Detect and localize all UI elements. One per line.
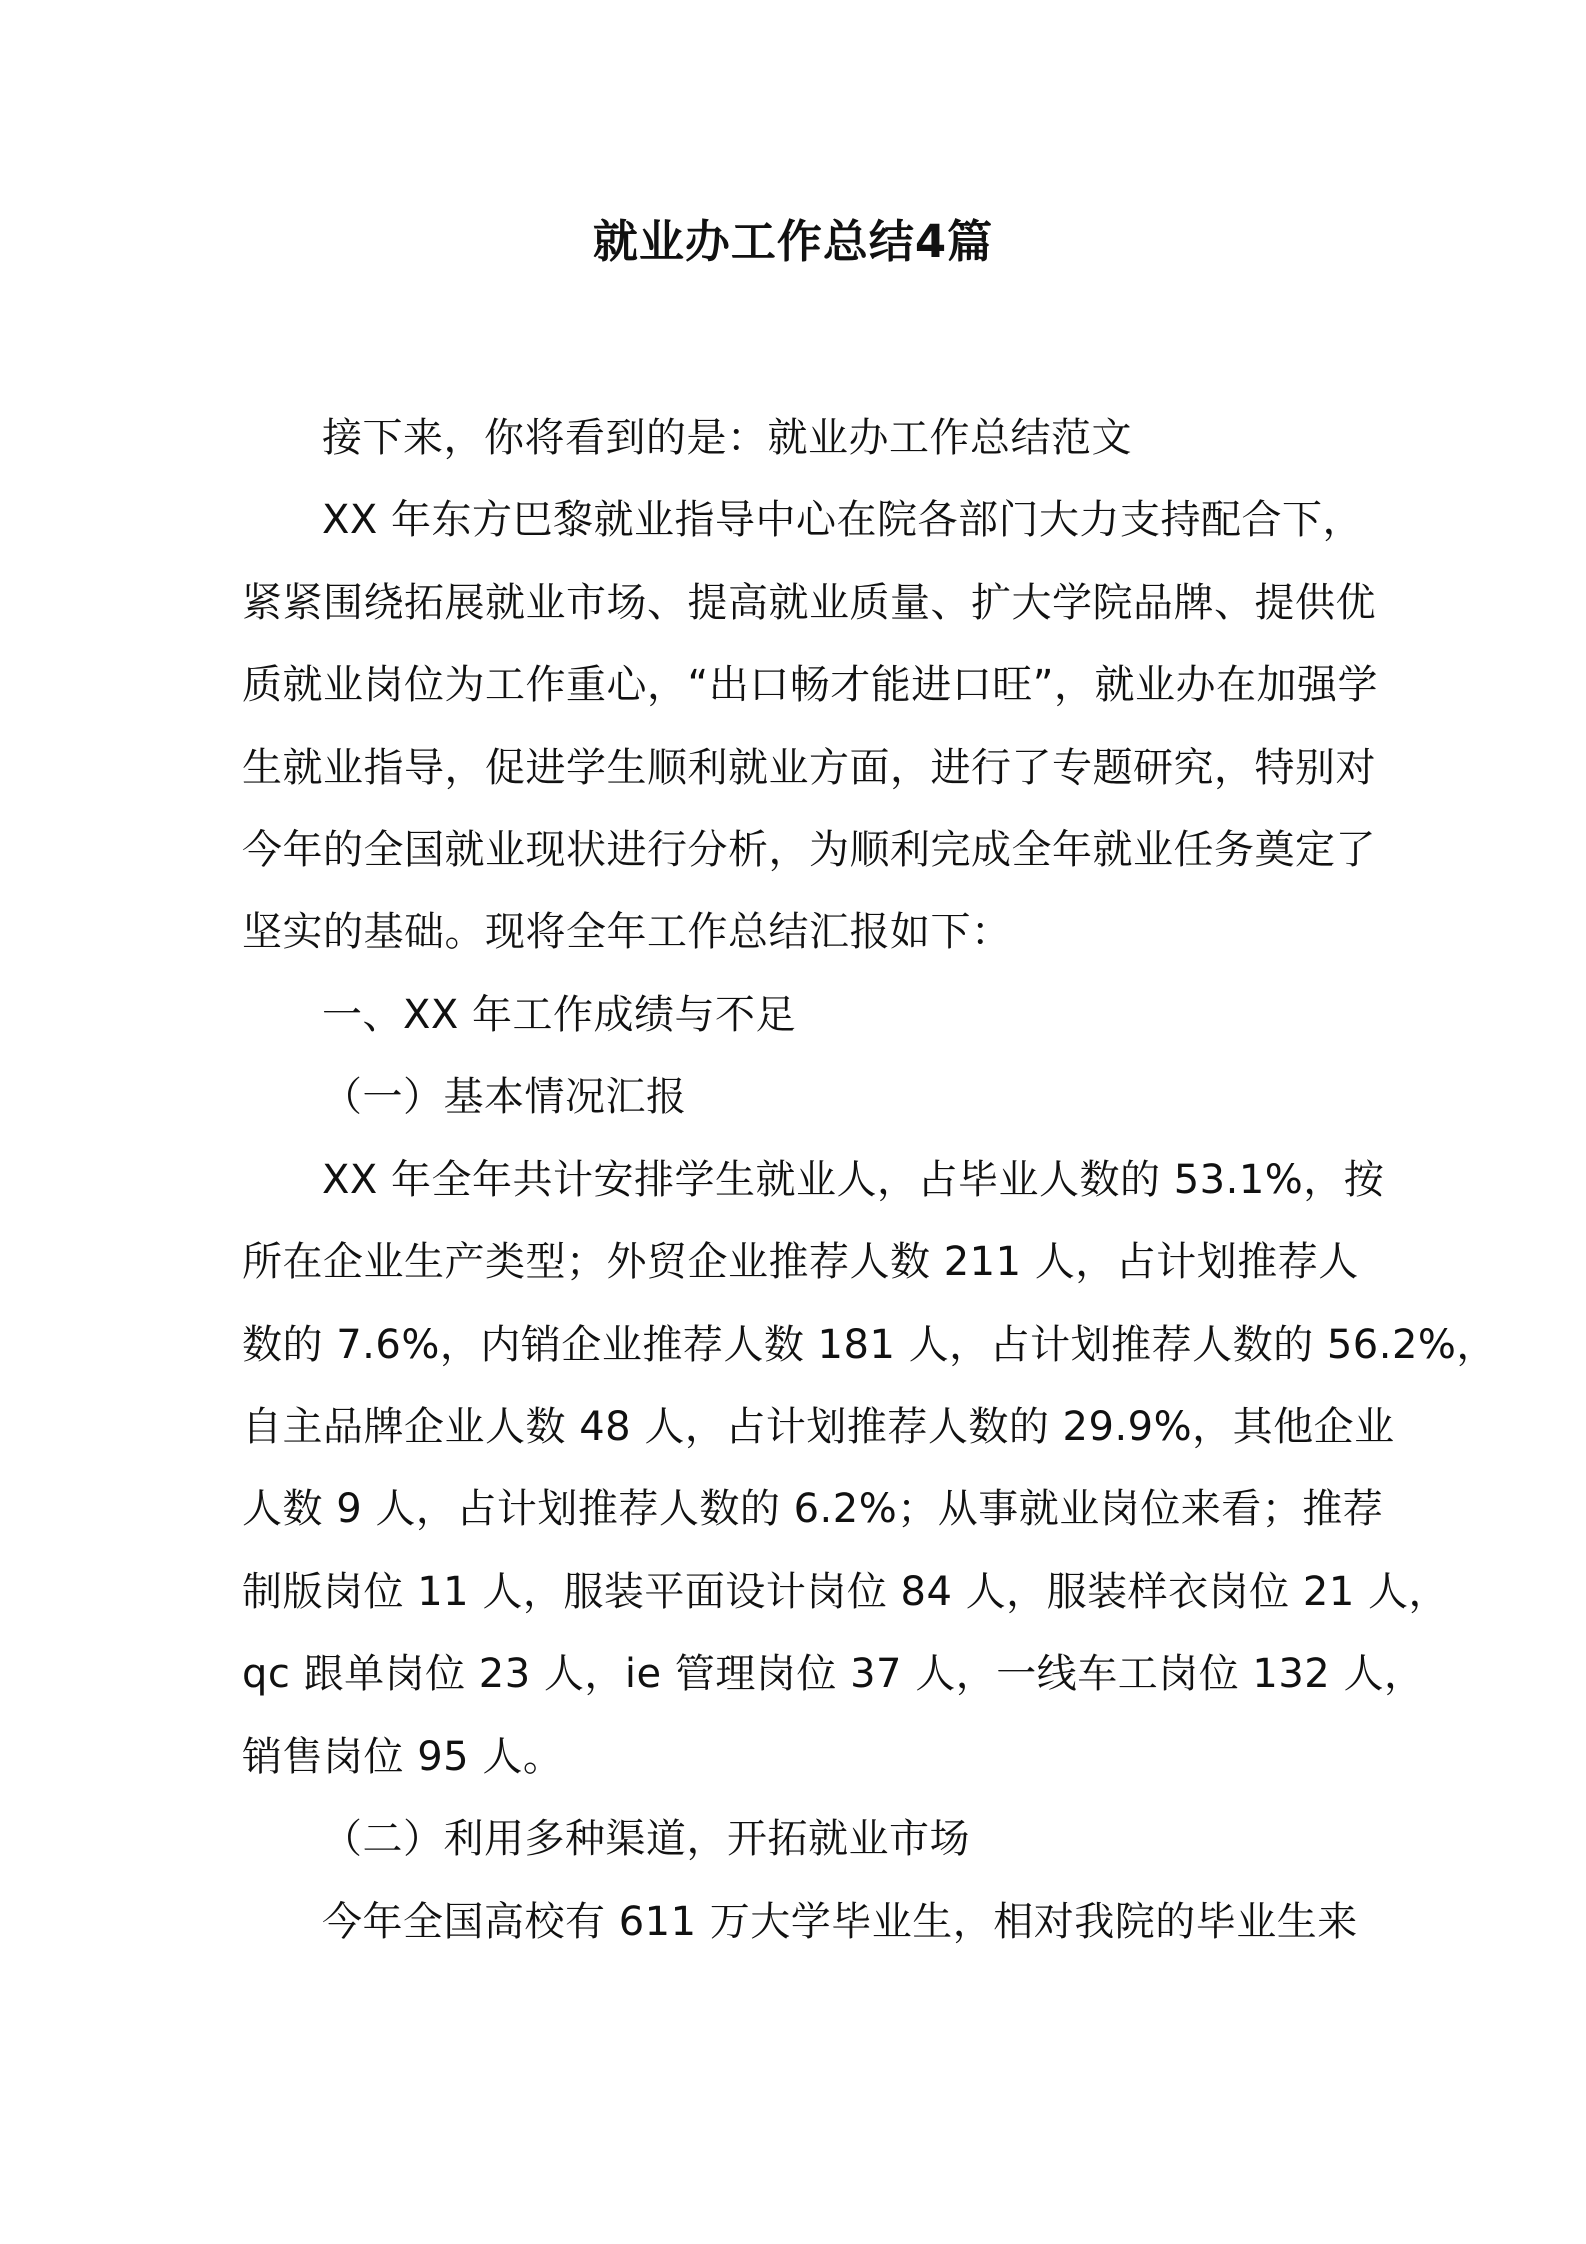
subsection-heading: （二）利用多种渠道，开拓就业市场: [322, 1816, 970, 1862]
paragraph-line: 今年的全国就业现状进行分析，为顺利完成全年就业任务奠定了: [242, 827, 1376, 873]
paragraph-line: XX 年东方巴黎就业指导中心在院各部门大力支持配合下，: [322, 497, 1364, 543]
paragraph-line: 紧紧围绕拓展就业市场、提高就业质量、扩大学院品牌、提供优: [242, 580, 1376, 626]
intro-line: 接下来，你将看到的是：就业办工作总结范文: [322, 415, 1132, 461]
subsection-heading: （一）基本情况汇报: [322, 1074, 687, 1120]
paragraph-line: 所在企业生产类型；外贸企业推荐人数 211 人，占计划推荐人: [242, 1239, 1359, 1285]
paragraph-line: 自主品牌企业人数 48 人，占计划推荐人数的 29.9%，其他企业: [242, 1404, 1395, 1450]
paragraph-line: 今年全国高校有 611 万大学毕业生，相对我院的毕业生来: [322, 1899, 1358, 1945]
paragraph-line: 质就业岗位为工作重心，“出口畅才能进口旺”，就业办在加强学: [242, 662, 1378, 708]
paragraph-line: 数的 7.6%，内销企业推荐人数 181 人，占计划推荐人数的 56.2%，: [242, 1322, 1497, 1368]
paragraph-line: 人数 9 人，占计划推荐人数的 6.2%；从事就业岗位来看；推荐: [242, 1486, 1384, 1532]
paragraph-line: 制版岗位 11 人，服装平面设计岗位 84 人，服装样衣岗位 21 人，: [242, 1569, 1449, 1615]
paragraph-line: qc 跟单岗位 23 人，ie 管理岗位 37 人，一线车工岗位 132 人，: [242, 1651, 1425, 1697]
paragraph-line: 生就业指导，促进学生顺利就业方面，进行了专题研究，特别对: [242, 745, 1376, 791]
paragraph-line: XX 年全年共计安排学生就业人，占毕业人数的 53.1%，按: [322, 1157, 1385, 1203]
paragraph-line: 坚实的基础。现将全年工作总结汇报如下：: [242, 909, 1012, 955]
section-heading: 一、XX 年工作成绩与不足: [322, 992, 797, 1038]
document-title: 就业办工作总结4篇: [592, 215, 994, 268]
paragraph-line: 销售岗位 95 人。: [242, 1734, 564, 1780]
